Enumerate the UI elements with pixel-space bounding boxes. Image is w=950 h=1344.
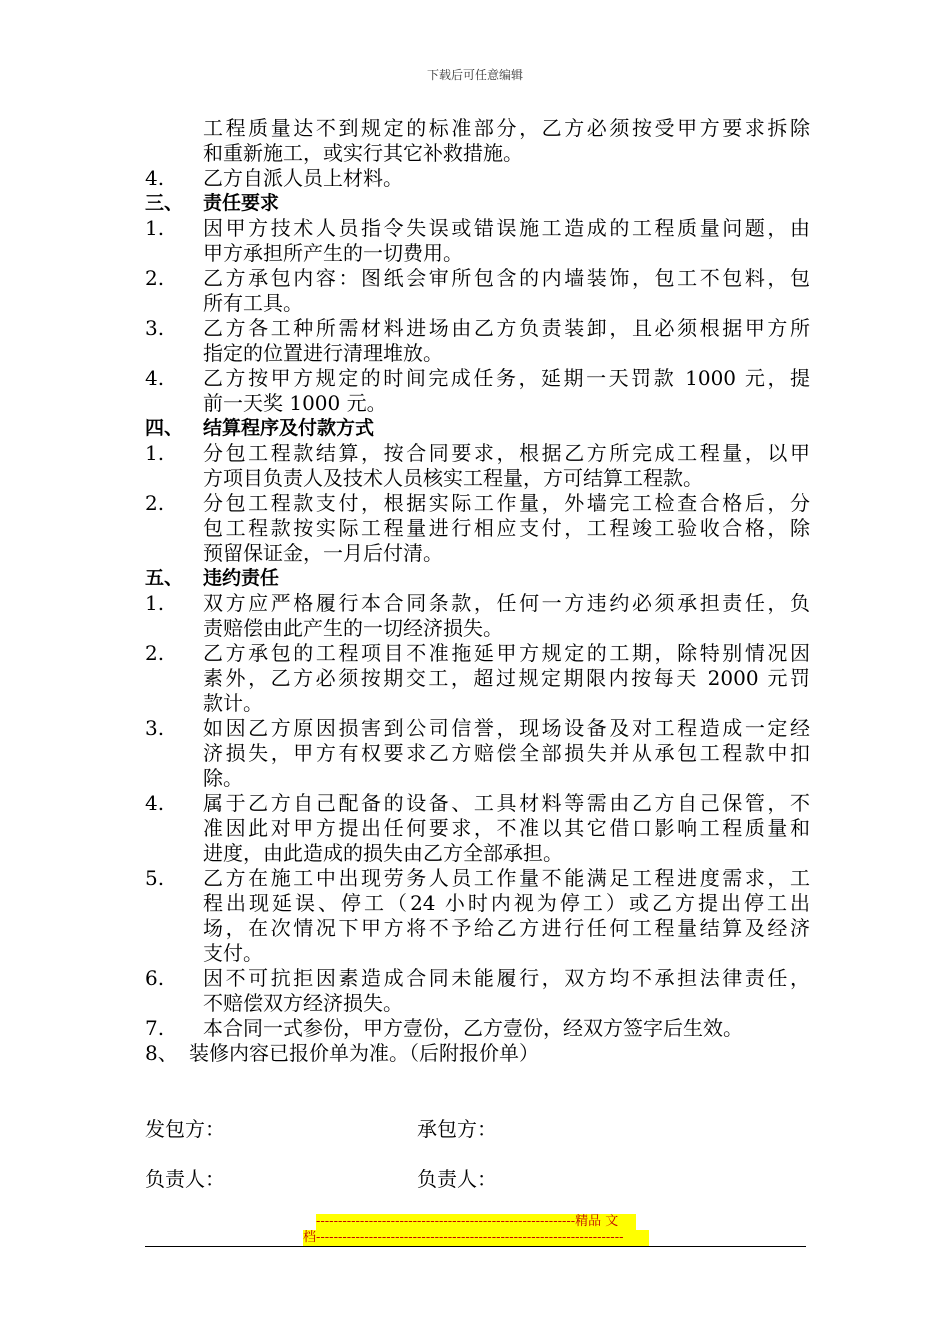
clause-text: 分包工程款支付，根据实际工作量，外墙完工检查合格后，分 [203,491,810,515]
clause-text: 和重新施工，或实行其它补救措施。 [203,141,523,165]
clause-text: 乙方按甲方规定的时间完成任务，延期一天罚款 1000 元，提 [203,366,810,390]
clause-text: 工程质量达不到规定的标准部分，乙方必须按受甲方要求拆除 [203,116,810,140]
clause-line [145,616,810,641]
clause-line [145,991,810,1016]
clause-line [145,316,810,341]
clause-line [145,916,810,941]
signature-row-party [145,1113,810,1139]
clause-text: 装修内容已报价单为准。（后附报价单） [189,1041,539,1065]
clause-text: 分包工程款结算，按合同要求，根据乙方所完成工程量，以甲 [203,441,810,465]
clause-line [145,791,810,816]
clause-number [145,841,203,866]
clause-text: 程出现延误、停工（24 小时内视为停工）或乙方提出停工出 [203,891,810,915]
clause-number: 2. [145,641,165,665]
clause-text: 乙方承包内容：图纸会审所包含的内墙装饰，包工不包料，包 [203,266,810,290]
clause-number [145,991,203,1016]
clause-text: 责赔偿由此产生的一切经济损失。 [203,616,503,640]
clause-text: 因甲方技术人员指令失误或错误施工造成的工程质量问题，由 [203,216,810,240]
party-b-label: 承包方： [417,1117,497,1141]
footer-watermark-line2: 档---------------------------------------------------------------------- [303,1230,649,1246]
clause-line [145,241,810,266]
clause-text: 支付。 [203,941,263,965]
responsible-a-label: 负责人： [145,1167,225,1191]
clause-line [145,116,810,141]
clause-text: 结算程序及付款方式 [203,417,375,439]
clause-text: 方项目负责人及技术人员核实工程量，方可结算工程款。 [203,466,703,490]
clause-line [145,716,810,741]
clause-number [145,466,203,491]
clause-text: 甲方承担所产生的一切费用。 [203,241,463,265]
clause-line [145,516,810,541]
clause-text: 款计。 [203,691,263,715]
clause-text: 进度，由此造成的损失由乙方全部承担。 [203,841,563,865]
section-heading [145,416,810,441]
clause-number: 7. [145,1016,165,1040]
clause-line [145,666,810,691]
clause-number: 三、 [145,192,184,214]
clause-text: 如因乙方原因损害到公司信誉，现场设备及对工程造成一定经 [203,716,810,740]
clause-number [145,666,203,691]
clause-line [145,691,810,716]
clause-text: 指定的位置进行清理堆放。 [203,341,443,365]
clause-number [145,916,203,941]
page-header: 下载后可任意编辑 [426,68,523,82]
contract-body [145,116,810,1066]
clause-number [145,691,203,716]
clause-text: 准因此对甲方提出任何要求，不准以其它借口影响工程质量和 [203,816,810,840]
clause-number [145,341,203,366]
clause-text: 所有工具。 [203,291,303,315]
clause-number [145,391,203,416]
section-heading [145,566,810,591]
clause-number: 4. [145,791,165,815]
clause-line [145,766,810,791]
clause-text: 除。 [203,766,243,790]
clause-text: 场，在次情况下甲方将不予给乙方进行任何工程量结算及经济 [203,916,810,940]
responsible-b-label: 负责人： [417,1167,497,1191]
clause-text: 素外，乙方必须按期交工，超过规定期限内按每天 2000 元罚 [203,666,810,690]
clause-text: 乙方承包的工程项目不准拖延甲方规定的工期，除特别情况因 [203,641,810,665]
clause-text: 不赔偿双方经济损失。 [203,991,403,1015]
clause-text: 违约责任 [203,567,280,589]
clause-number: 四、 [145,417,184,439]
footer-watermark-line1: -----------------------------------------------------------精品 文 [316,1214,636,1230]
clause-line [145,466,810,491]
clause-line [145,491,810,516]
clause-number: 5. [145,866,165,890]
clause-number: 3. [145,316,165,340]
clause-text: 责任要求 [203,192,280,214]
party-a-label: 发包方： [145,1117,225,1141]
section-heading [145,191,810,216]
clause-number [145,116,203,141]
clause-line [145,1041,810,1066]
clause-number: 8、 [145,1041,178,1065]
clause-number [145,141,203,166]
clause-line [145,591,810,616]
clause-text: 济损失，甲方有权要求乙方赔偿全部损失并从承包工程款中扣 [203,741,810,765]
clause-text: 本合同一式参份，甲方壹份，乙方壹份，经双方签字后生效。 [203,1016,743,1040]
clause-number: 3. [145,716,165,740]
clause-line [145,441,810,466]
clause-line [145,941,810,966]
clause-number: 6. [145,966,165,990]
clause-number [145,541,203,566]
clause-line [145,866,810,891]
clause-line [145,391,810,416]
clause-text: 乙方各工种所需材料进场由乙方负责装卸，且必须根据甲方所 [203,316,810,340]
clause-number: 1. [145,441,165,465]
clause-text: 因不可抗拒因素造成合同未能履行，双方均不承担法律责任， [203,966,810,990]
clause-text: 乙方自派人员上材料。 [203,166,403,190]
clause-line [145,166,810,191]
clause-number [145,941,203,966]
clause-number [145,241,203,266]
clause-line [145,816,810,841]
clause-text: 乙方在施工中出现劳务人员工作量不能满足工程进度需求，工 [203,866,810,890]
clause-line [145,741,810,766]
clause-text: 包工程款按实际工程量进行相应支付，工程竣工验收合格，除 [203,516,810,540]
clause-line [145,641,810,666]
clause-text: 属于乙方自己配备的设备、工具材料等需由乙方自己保管，不 [203,791,810,815]
clause-number: 1. [145,216,165,240]
clause-text: 前一天奖 1000 元。 [203,391,387,415]
clause-number [145,741,203,766]
clause-line [145,1016,810,1041]
clause-line [145,541,810,566]
clause-number [145,766,203,791]
clause-number [145,516,203,541]
clause-number: 4. [145,366,165,390]
clause-line [145,141,810,166]
clause-line [145,341,810,366]
clause-line [145,291,810,316]
clause-text: 双方应严格履行本合同条款，任何一方违约必须承担责任，负 [203,591,810,615]
clause-line [145,216,810,241]
clause-line [145,966,810,991]
clause-number: 2. [145,491,165,515]
clause-number: 2. [145,266,165,290]
clause-number: 4. [145,166,165,190]
clause-number [145,816,203,841]
clause-number [145,616,203,641]
footer-rule [145,1246,806,1247]
clause-line [145,841,810,866]
clause-text: 预留保证金，一月后付清。 [203,541,443,565]
clause-number: 1. [145,591,165,615]
clause-line [145,891,810,916]
signature-row-responsible [145,1163,810,1189]
clause-number: 五、 [145,567,184,589]
clause-number [145,291,203,316]
clause-number [145,891,203,916]
clause-line [145,366,810,391]
clause-line [145,266,810,291]
